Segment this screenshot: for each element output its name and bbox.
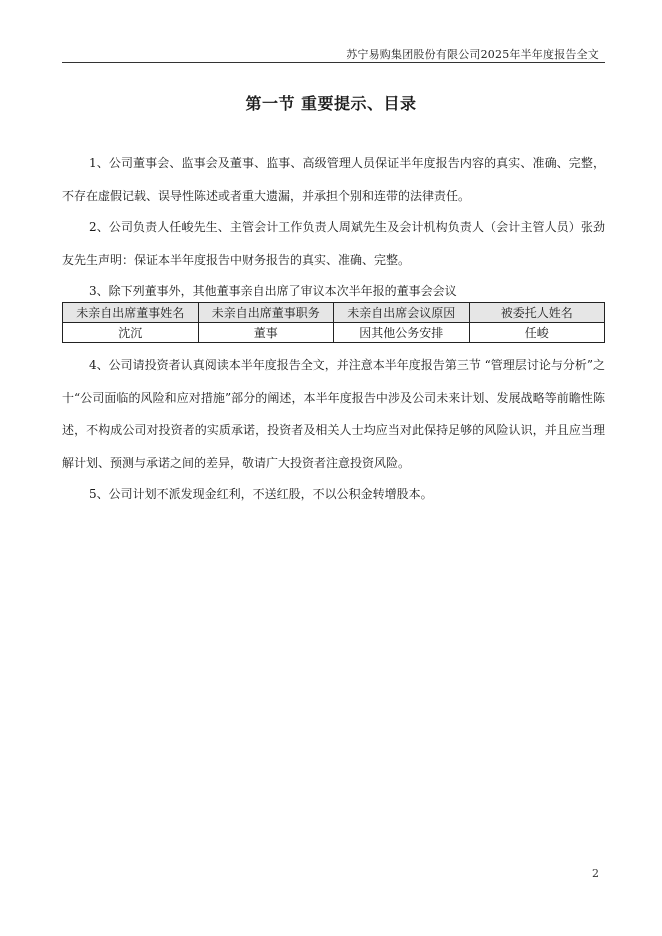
header-divider <box>62 62 605 63</box>
column-header: 未亲自出席董事职务 <box>198 303 334 323</box>
table-header-row <box>63 303 605 323</box>
paragraph-4: 4、公司请投资者认真阅读本半年度报告全文，并注意本半年度报告第三节 “管理层讨论与分析”之十“公司面临的风险和应对措施”部分的阐述，本半年度报告中涉及公司未来计划、发展战略等前瞻性陈述，不构成公司对投资者的实质承诺，投资者及相关人士均应当对此保持足够的风险认识，并且应当理解计划、预测与承诺之间的差异，敬请广大投资者注意投资风险。 <box>62 358 605 470</box>
column-header: 被委托人姓名 <box>469 303 605 323</box>
paragraph-3: 3、除下列董事外，其他董事亲自出席了审议本次半年报的董事会会议 <box>89 284 457 298</box>
page-number: 2 <box>592 867 599 880</box>
paragraph-2: 2、公司负责人任峻先生、主管会计工作负责人周斌先生及会计机构负责人（会计主管人员）张劲友先生声明：保证本半年度报告中财务报告的真实、准确、完整。 <box>62 220 605 267</box>
column-header: 未亲自出席董事姓名 <box>63 303 199 323</box>
absent-directors-table <box>62 302 605 343</box>
table-cell: 任峻 <box>469 323 605 343</box>
table-cell: 董事 <box>198 323 334 343</box>
paragraph-1: 1、公司董事会、监事会及董事、监事、高级管理人员保证半年度报告内容的真实、准确、完整，不存在虚假记载、误导性陈述或者重大遗漏，并承担个别和连带的法律责任。 <box>62 156 605 203</box>
table-cell: 沈沉 <box>63 323 199 343</box>
section-title: 第一节 重要提示、目录 <box>245 94 417 113</box>
column-header: 未亲自出席会议原因 <box>334 303 470 323</box>
table-row <box>63 323 605 343</box>
document-header: 苏宁易购集团股份有限公司2025年半年度报告全文 <box>346 48 599 61</box>
paragraph-5: 5、公司计划不派发现金红利，不送红股，不以公积金转增股本。 <box>89 487 433 501</box>
table-cell: 因其他公务安排 <box>334 323 470 343</box>
